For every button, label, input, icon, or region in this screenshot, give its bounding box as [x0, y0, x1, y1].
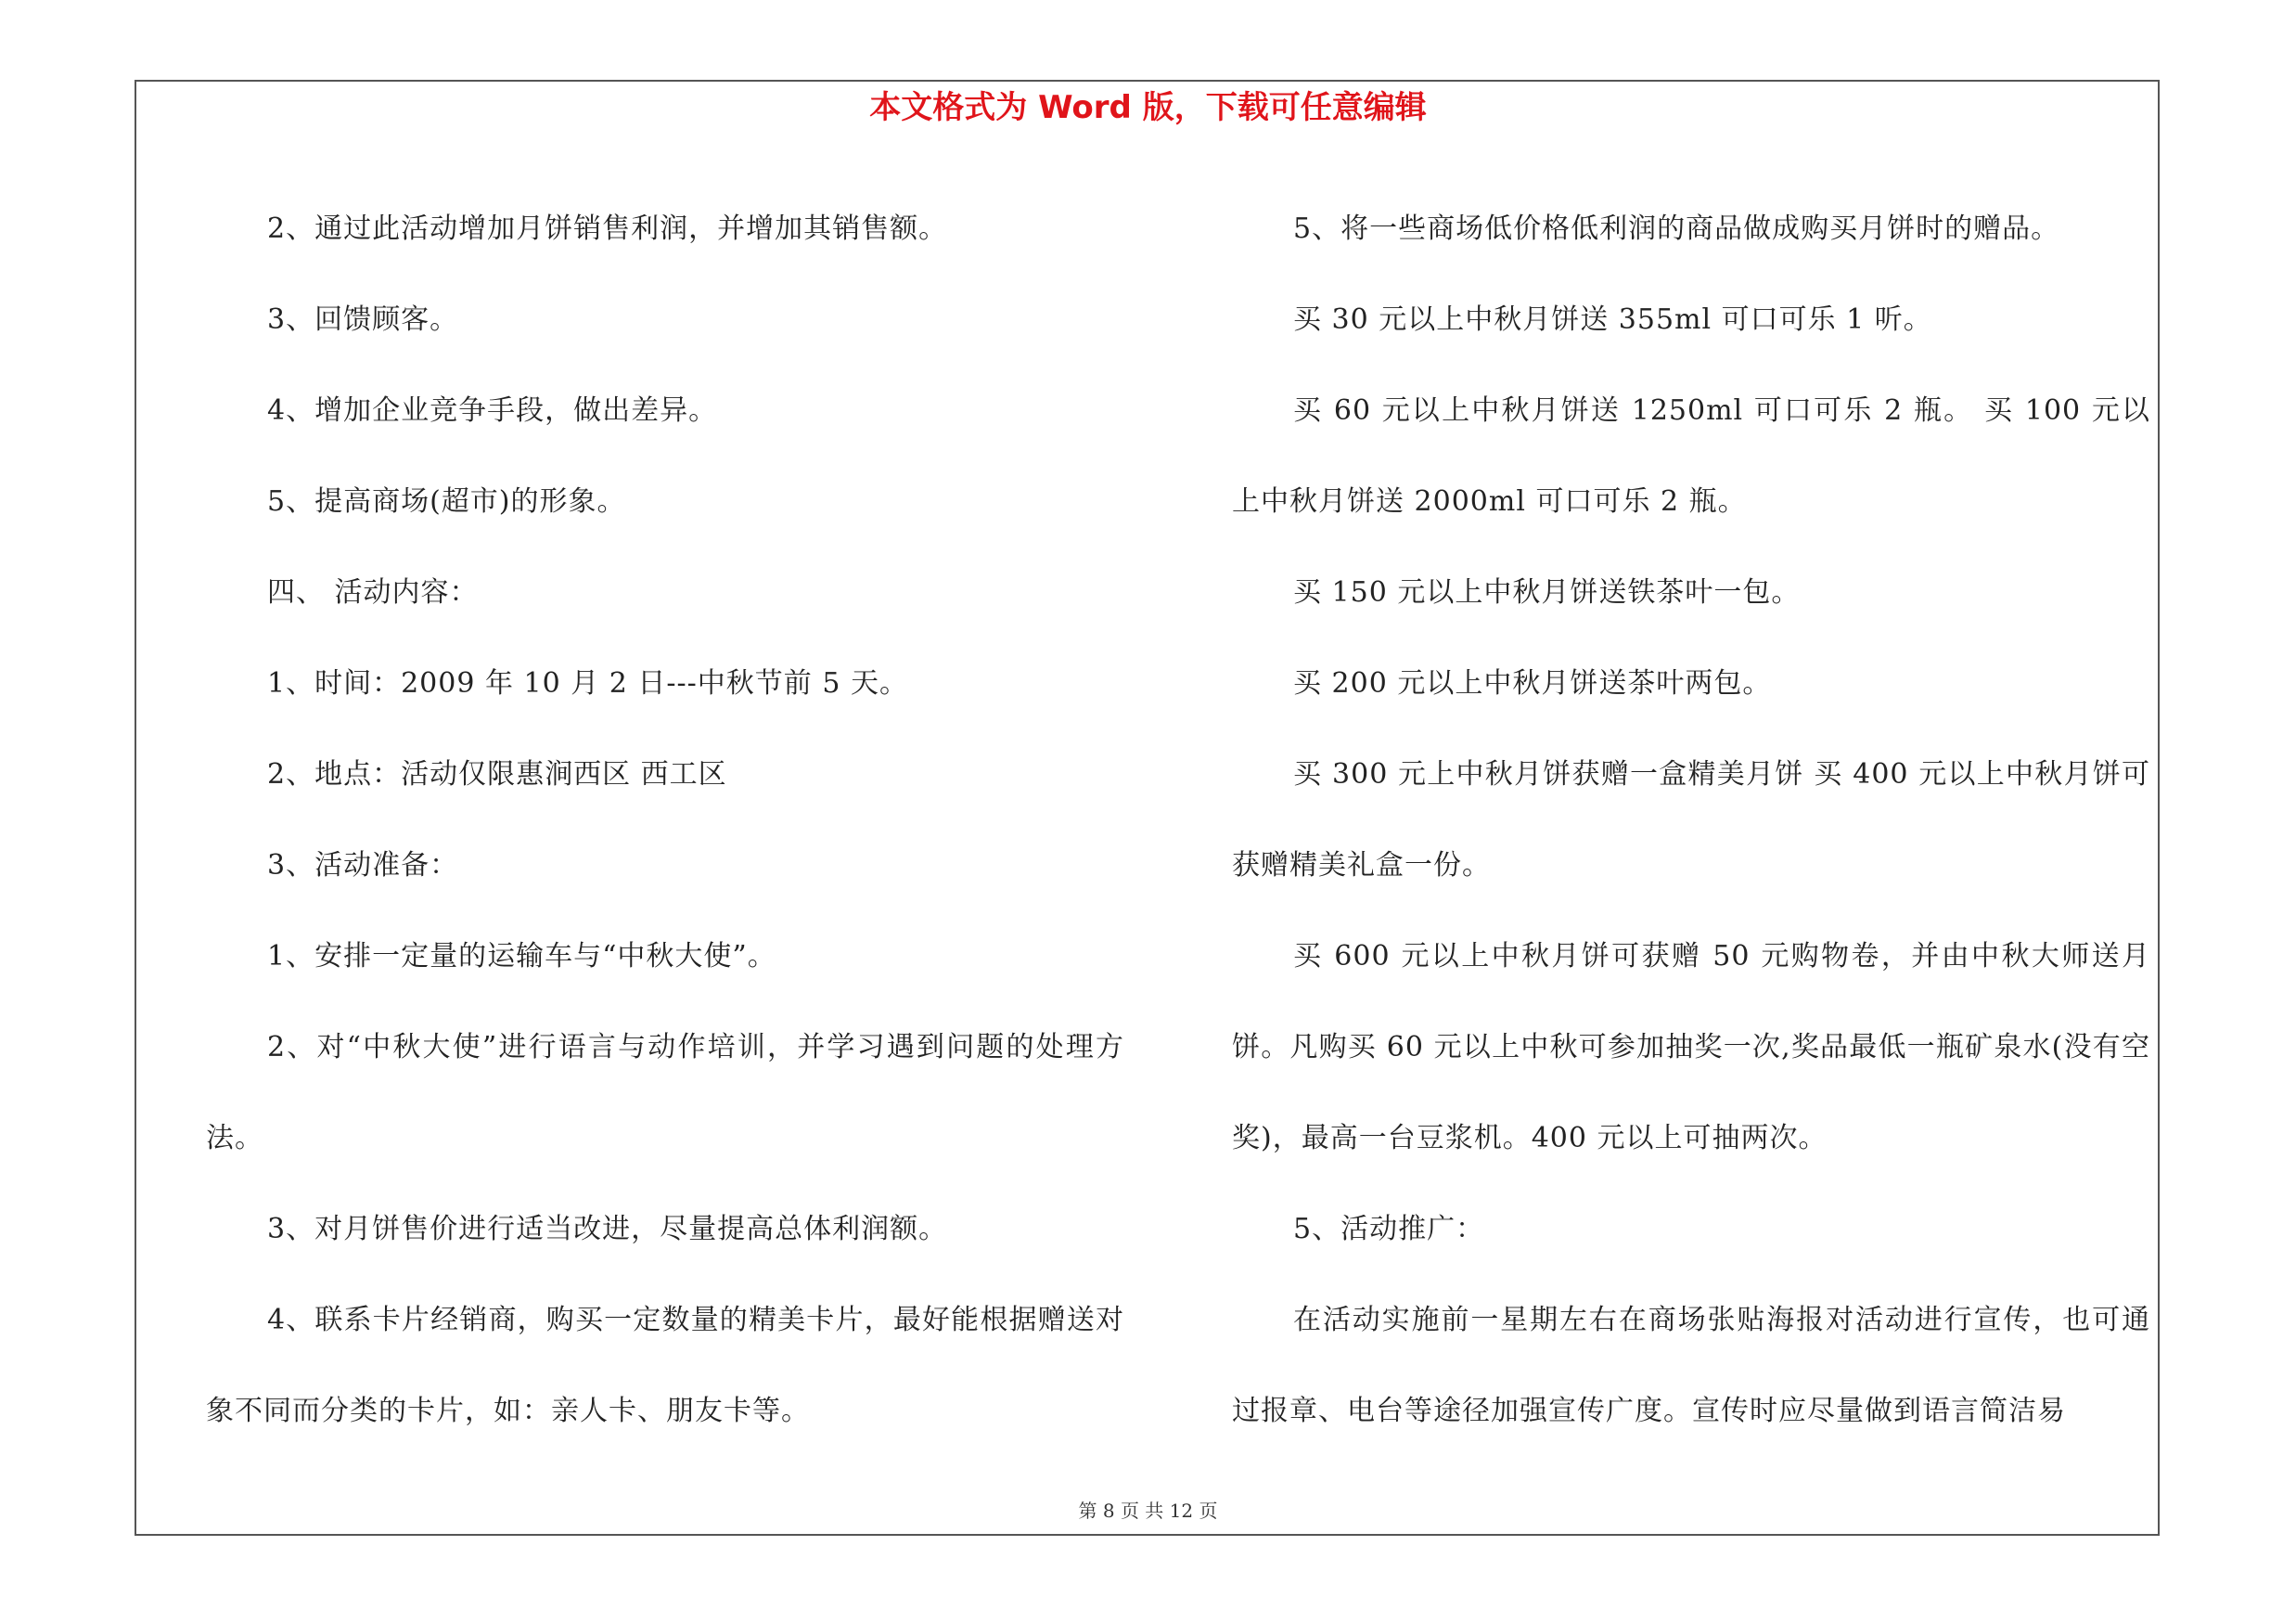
page-number: 第 8 页 共 12 页: [1078, 1500, 1218, 1522]
paragraph: 买 300 元上中秋月饼获赠一盒精美月饼 买 400 元以上中秋月饼可获赠精美礼盒一份。: [1232, 758, 2150, 882]
paragraph: 5、将一些商场低价格低利润的商品做成购买月饼时的赠品。: [1293, 213, 2060, 245]
paragraph: 5、提高商场(超市)的形象。: [267, 485, 626, 518]
paragraph: 3、活动准备：: [267, 849, 459, 882]
paragraph: 买 60 元以上中秋月饼送 1250ml 可口可乐 2 瓶。 买 100 元以上中秋月饼送 2000ml 可口可乐 2 瓶。: [1232, 394, 2150, 518]
paragraph: 3、对月饼售价进行适当改进，尽量提高总体利润额。: [267, 1213, 948, 1245]
paragraph: 2、地点：活动仅限惠涧西区 西工区: [267, 758, 727, 791]
paragraph: 4、增加企业竞争手段，做出差异。: [267, 394, 718, 427]
paragraph: 4、联系卡片经销商，购买一定数量的精美卡片，最好能根据赠送对象不同而分类的卡片，如：亲人卡、朋友卡等。: [206, 1304, 1124, 1427]
paragraph: 在活动实施前一星期左右在商场张贴海报对活动进行宣传，也可通过报章、电台等途径加强宣传广度。宣传时应尽量做到语言简洁易: [1232, 1304, 2150, 1427]
paragraph: 2、通过此活动增加月饼销售利润，并增加其销售额。: [267, 213, 948, 245]
paragraph: 3、回馈顾客。: [267, 303, 459, 336]
paragraph: 买 200 元以上中秋月饼送茶叶两包。: [1293, 667, 1772, 700]
paragraph: 买 30 元以上中秋月饼送 355ml 可口可乐 1 听。: [1293, 303, 1932, 336]
paragraph: 买 150 元以上中秋月饼送铁茶叶一包。: [1293, 576, 1801, 609]
format-banner: 本文格式为 Word 版，下载可任意编辑: [869, 89, 1427, 126]
paragraph: 1、时间：2009 年 10 月 2 日---中秋节前 5 天。: [267, 667, 908, 700]
paragraph: 2、对“中秋大使”进行语言与动作培训，并学习遇到问题的处理方法。: [206, 1031, 1124, 1154]
section-heading: 四、 活动内容：: [267, 576, 479, 609]
paragraph: 1、安排一定量的运输车与“中秋大使”。: [267, 940, 776, 973]
paragraph: 5、活动推广：: [1293, 1213, 1485, 1245]
paragraph: 买 600 元以上中秋月饼可获赠 50 元购物卷，并由中秋大师送月饼。凡购买 60 元以上中秋可参加抽奖一次,奖品最低一瓶矿泉水(没有空奖)，最高一台豆浆机。400 元以上可抽两次。: [1232, 940, 2150, 1154]
right-column: [1232, 184, 2150, 1457]
left-column: [206, 184, 1124, 1457]
